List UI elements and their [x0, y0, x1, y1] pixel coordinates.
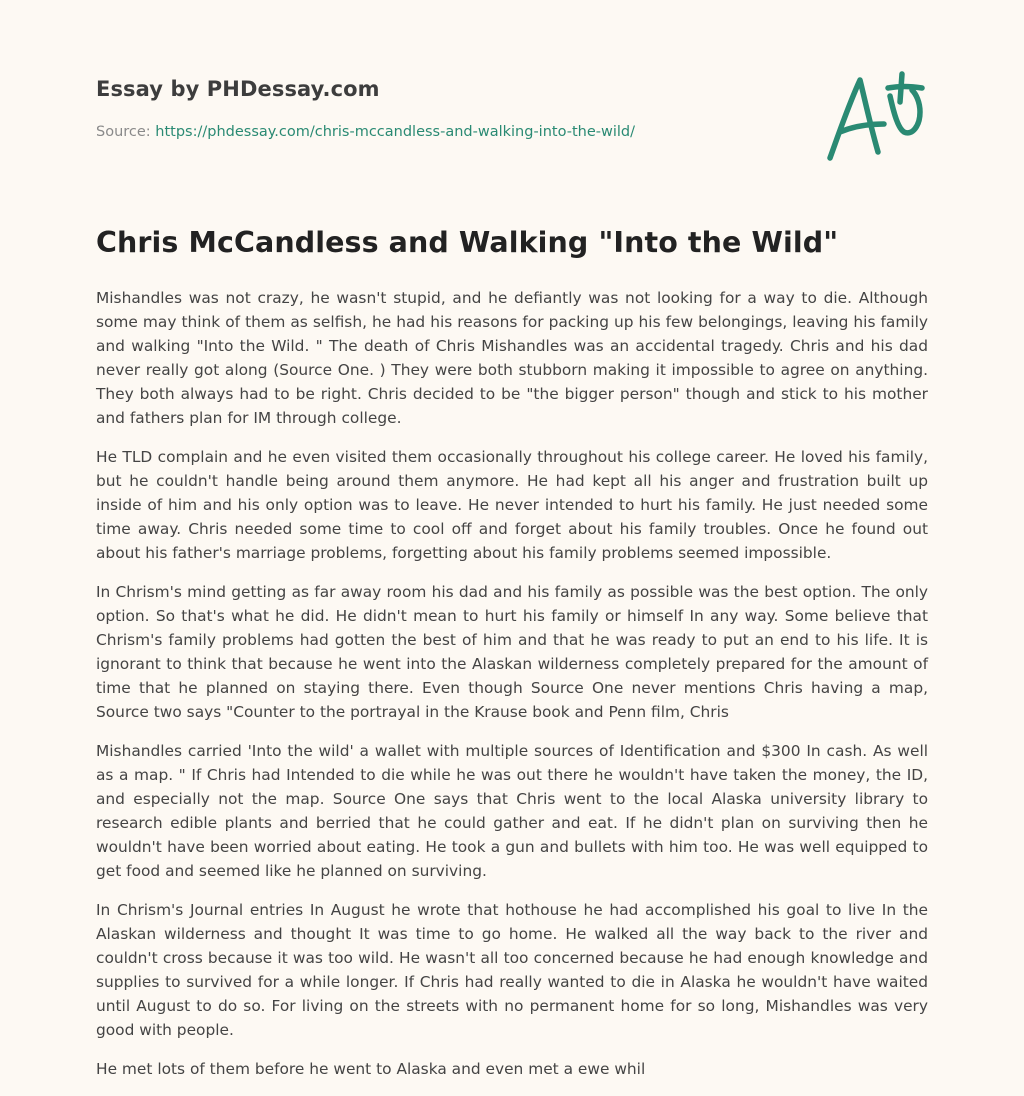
- brand-title: Essay by PHDessay.com: [96, 77, 380, 101]
- essay-title: Chris McCandless and Walking "Into the Wild": [96, 226, 839, 259]
- essay-paragraph: In Chrism's Journal entries In August he wrote that hothouse he had accomplished his goal to live In the Alaskan wilderness and thought It was time to go home. He walked all the way back to the river and couldn't cross because it was too wild. He wasn't all too concerned because he had enough knowledge and supplies to survived for a while longer. If Chris had really wanted to die in Alaska he wouldn't have waited until August to do so. For living on the streets with no permanent home for so long, Mishandles was very good with people.: [96, 901, 928, 1039]
- a-plus-logo: [820, 66, 930, 166]
- essay-paragraph: Mishandles carried 'Into the wild' a wallet with multiple sources of Identification and $300 In cash. As well as a map. " If Chris had Intended to die while he was out there he wouldn't have taken the money, the ID, and especially not the map. Source One says that Chris went to the local Alaska university library to research edible plants and berried that he could gather and eat. If he didn't plan on surviving then he wouldn't have been worried about eating. He took a gun and bullets with him too. He was well equipped to get food and seemed like he planned on surviving.: [96, 742, 928, 880]
- essay-paragraph: Mishandles was not crazy, he wasn't stupid, and he defiantly was not looking for a way to die. Although some may think of them as selfish, he had his reasons for packing up his few belongings, leaving his family and walking "Into the Wild. " The death of Chris Mishandles was an accidental tragedy. Chris and his dad never really got along (Source One. ) They were both stubborn making it impossible to agree on anything. They both always had to be right. Chris decided to be "the bigger person" though and stick to his mother and fathers plan for IM through college.: [96, 289, 928, 427]
- essay-paragraph: He met lots of them before he went to Alaska and even met a ewe whil: [96, 1060, 646, 1078]
- source-label: Source:: [96, 124, 151, 140]
- source-line: [96, 124, 635, 140]
- essay-body: [96, 286, 928, 1096]
- essay-paragraph: He TLD complain and he even visited them occasionally throughout his college career. He loved his family, but he couldn't handle being around them anymore. He had kept all his anger and frustration built up inside of him and his only option was to leave. He never intended to hurt his family. He just needed some time away. Chris needed some time to cool off and forget about his family troubles. Once he found out about his father's marriage problems, forgetting about his family problems seemed impossible.: [96, 448, 928, 562]
- essay-paragraph: In Chrism's mind getting as far away room his dad and his family as possible was the best option. The only option. So that's what he did. He didn't mean to hurt his family or himself In any way. Some believe that Chrism's family problems had gotten the best of him and that he was ready to put an end to his life. It is ignorant to think that because he went into the Alaskan wilderness completely prepared for the amount of time that he planned on staying there. Even though Source One never mentions Chris having a map, Source two says "Counter to the portrayal in the Krause book and Penn film, Chris: [96, 583, 928, 721]
- source-link[interactable]: https://phdessay.com/chris-mccandless-and-walking-into-the-wild/: [155, 124, 635, 140]
